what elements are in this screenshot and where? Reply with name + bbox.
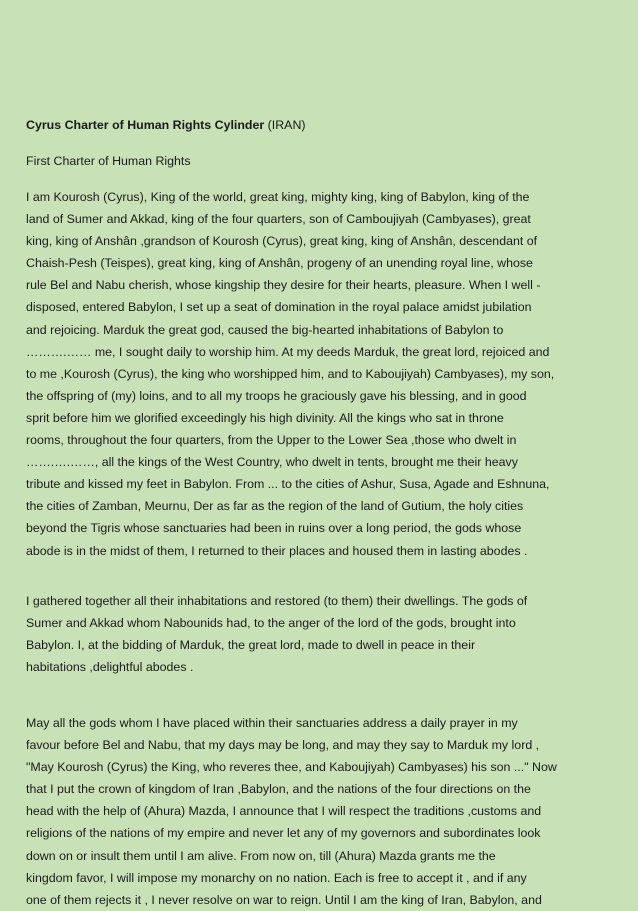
title-suffix: (IRAN) bbox=[264, 118, 306, 132]
paragraph-3: May all the gods whom I have placed within their sanctuaries address a daily prayer in my favour before Bel and Nabu, that my days may be long, and may they say to Marduk my lord , "May Kourosh (Cyrus) the King, who reveres thee, and Kaboujiyah) Cambyases) his son ..." Now that I put the crown of kingdom of Iran ,Babylon, and the nations of the four directions on the head with the help of (Ahura) Mazda, I announce that I will respect the traditions ,customs and religions of the nations of my empire and never let any of my governors and subordinates look down on or insult them until I am alive. From now on, till (Ahura) Mazda grants me the kingdom favor, I will impose my monarchy on no nation. Each is free to accept it , and if any one of them rejects it , I never resolve on war to reign. Until I am the king of Iran, Babylon, and bbox=[26, 715, 557, 907]
document-subtitle: First Charter of Human Rights bbox=[26, 154, 191, 168]
paragraph-1: I am Kourosh (Cyrus), King of the world, great king, mighty king, king of Babylon, king of the land of Sumer and Akkad, king of the four quarters, son of Camboujiyah (Cambyases), great king, king of Anshân ,grandson of Kourosh (Cyrus), great king, king of Anshân, descendant of Chaish-Pesh (Teispes), great king, king of Anshân, progeny of an unending royal line, whose rule Bel and Nabu cherish, whose kingship they desire for their hearts, pleasure. When I well - disposed, entered Babylon, I set up a seat of domination in the royal palace amidst jubilation and rejoicing. Marduk the great god, caused the big-hearted inhabitations of Babylon to ……….…… me, I sought daily to worship him. At my deeds Marduk, the great lord, rejoiced and to me ,Kourosh (Cyrus), the king who worshipped him, and to Kaboujiyah) Cambyases), my son, the offspring of (my) loins, and to all my troops he graciously gave his blessing, and in good sprit before him we glorified exceedingly his high divinity. All the kings who sat in throne rooms, throughout the four quarters, from the Upper to the Lower Sea ,those who dwelt in …….….……, all the kings of the West Country, who dwelt in tents, brought me their heavy tribute and kissed my feet in Babylon. From ... to the cities of Ashur, Susa, Agade and Eshnuna, the cities of Zamban, Meurnu, Der as far as the region of the land of Gutium, the holy cities beyond the Tigris whose sanctuaries had been in ruins over a long period, the gods whose abode is in the midst of them, I returned to their places and housed them in lasting abodes . bbox=[26, 190, 555, 558]
title-bold: Cyrus Charter of Human Rights Cylinder bbox=[26, 118, 265, 132]
paragraph-2: I gathered together all their inhabitations and restored (to them) their dwellings. The gods of Sumer and Akkad whom Nabounids had, to the anger of the lord of the gods, brought into Babylon. I, at the bidding of Marduk, the great lord, made to dwell in peace in their habitations ,delightful abodes . bbox=[26, 593, 528, 674]
document-title bbox=[26, 114, 612, 136]
